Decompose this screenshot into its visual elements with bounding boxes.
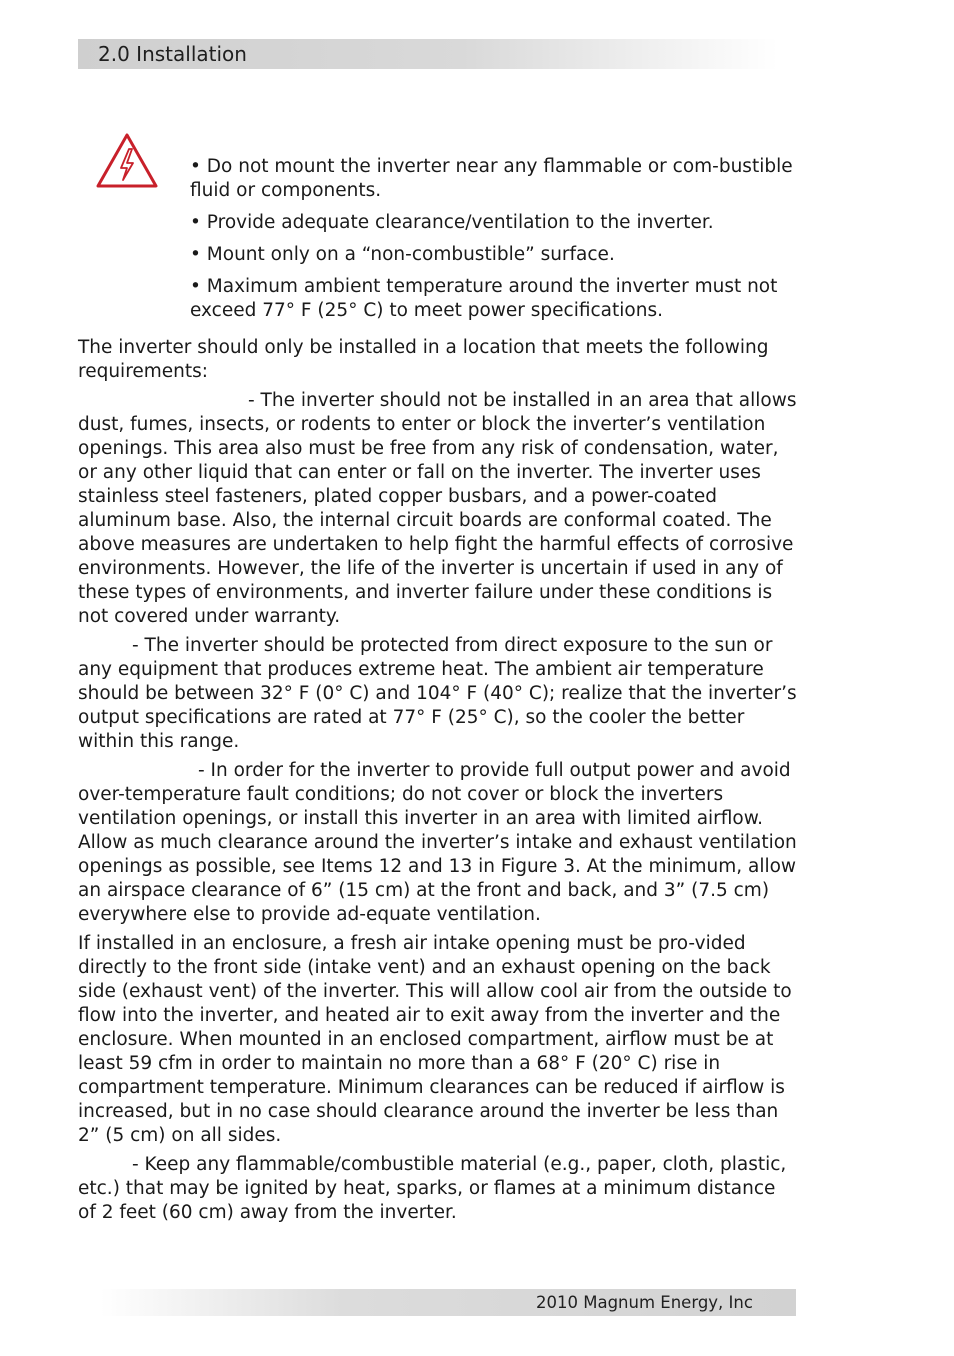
paragraph-ventilation — [78, 759, 798, 927]
paragraph-enclosure: If installed in an enclosure, a fresh air intake opening must be pro-vided directly to the front side (intake vent) and an exhaust opening on the back side (exhaust vent) of the inverter. This will allow cool air from the outside to flow into the inverter, and heated air to exit away from the inverter and the enclosure. When mounted in an enclosed compartment, airflow must be at least 59 cfm in order to maintain no more than a 68° F (20° C) rise in compartment temperature. Minimum clearances can be reduced if airflow is increased, but in no case should clearance around the inverter be less than 2” (5 cm) on all sides. — [78, 933, 792, 1146]
warning-item: • Mount only on a “non-combustible” surface. — [190, 244, 615, 265]
body-text — [78, 336, 798, 1230]
paragraph-text: - The inverter should not be installed in an area that allows dust, fumes, insects, or rodents to enter or block the inverter’s ventilation openings. This area also must be free from any risk of condensation, water, or any other liquid that can enter or fall on the inverter. The inverter uses stainless steel fasteners, plated copper busbars, and a power-coated aluminum base. Also, the internal circuit boards are conformal coated. The above measures are undertaken to help fight the harmful effects of corrosive environments. However, the life of the inverter is uncertain if used in any of these types of environments, and inverter failure under these conditions is not covered under warranty. — [78, 390, 797, 627]
paragraph-combustible — [78, 1153, 798, 1225]
intro-paragraph: The inverter should only be installed in a location that meets the following requirements: — [78, 337, 769, 382]
warning-item: • Do not mount the inverter near any flammable or com-bustible fluid or components. — [190, 156, 793, 201]
paragraph-text: - The inverter should be protected from direct exposure to the sun or any equipment that produces extreme heat. The ambient air temperature should be between 32° F (0° C) and 104° F (40° C); realize that the inverter’s output specifications are rated at 77° F (25° C), so the cooler the better within this range. — [78, 635, 797, 752]
footer-copyright: 2010 Magnum Energy, Inc — [536, 1293, 753, 1312]
paragraph-text: - Keep any flammable/combustible material (e.g., paper, cloth, plastic, etc.) that may be ignited by heat, sparks, or flames at a minimum distance of 2 feet (60 cm) away from the inverter. — [78, 1154, 787, 1223]
electrical-hazard-icon — [95, 132, 159, 190]
paragraph-temperature — [78, 634, 798, 754]
paragraph-text: - In order for the inverter to provide full output power and avoid over-temperature fault conditions; do not cover or block the inverters ventilation openings, or install this inverter in an area with limited airflow. Allow as much clearance around the inverter’s intake and exhaust ventilation openings as possible, see Items 12 and 13 in Figure 3. At the minimum, allow an airspace clearance of 6” (15 cm) at the front and back, and 3” (7.5 cm) everywhere else to provide ad-equate ventilation. — [78, 760, 797, 925]
paragraph-environment — [78, 389, 798, 629]
warning-item: • Maximum ambient temperature around the inverter must not exceed 77° F (25° C) to meet power specifications. — [190, 276, 778, 321]
warning-list — [190, 155, 800, 331]
section-title: 2.0 Installation — [98, 42, 247, 66]
warning-item: • Provide adequate clearance/ventilation to the inverter. — [190, 212, 714, 233]
